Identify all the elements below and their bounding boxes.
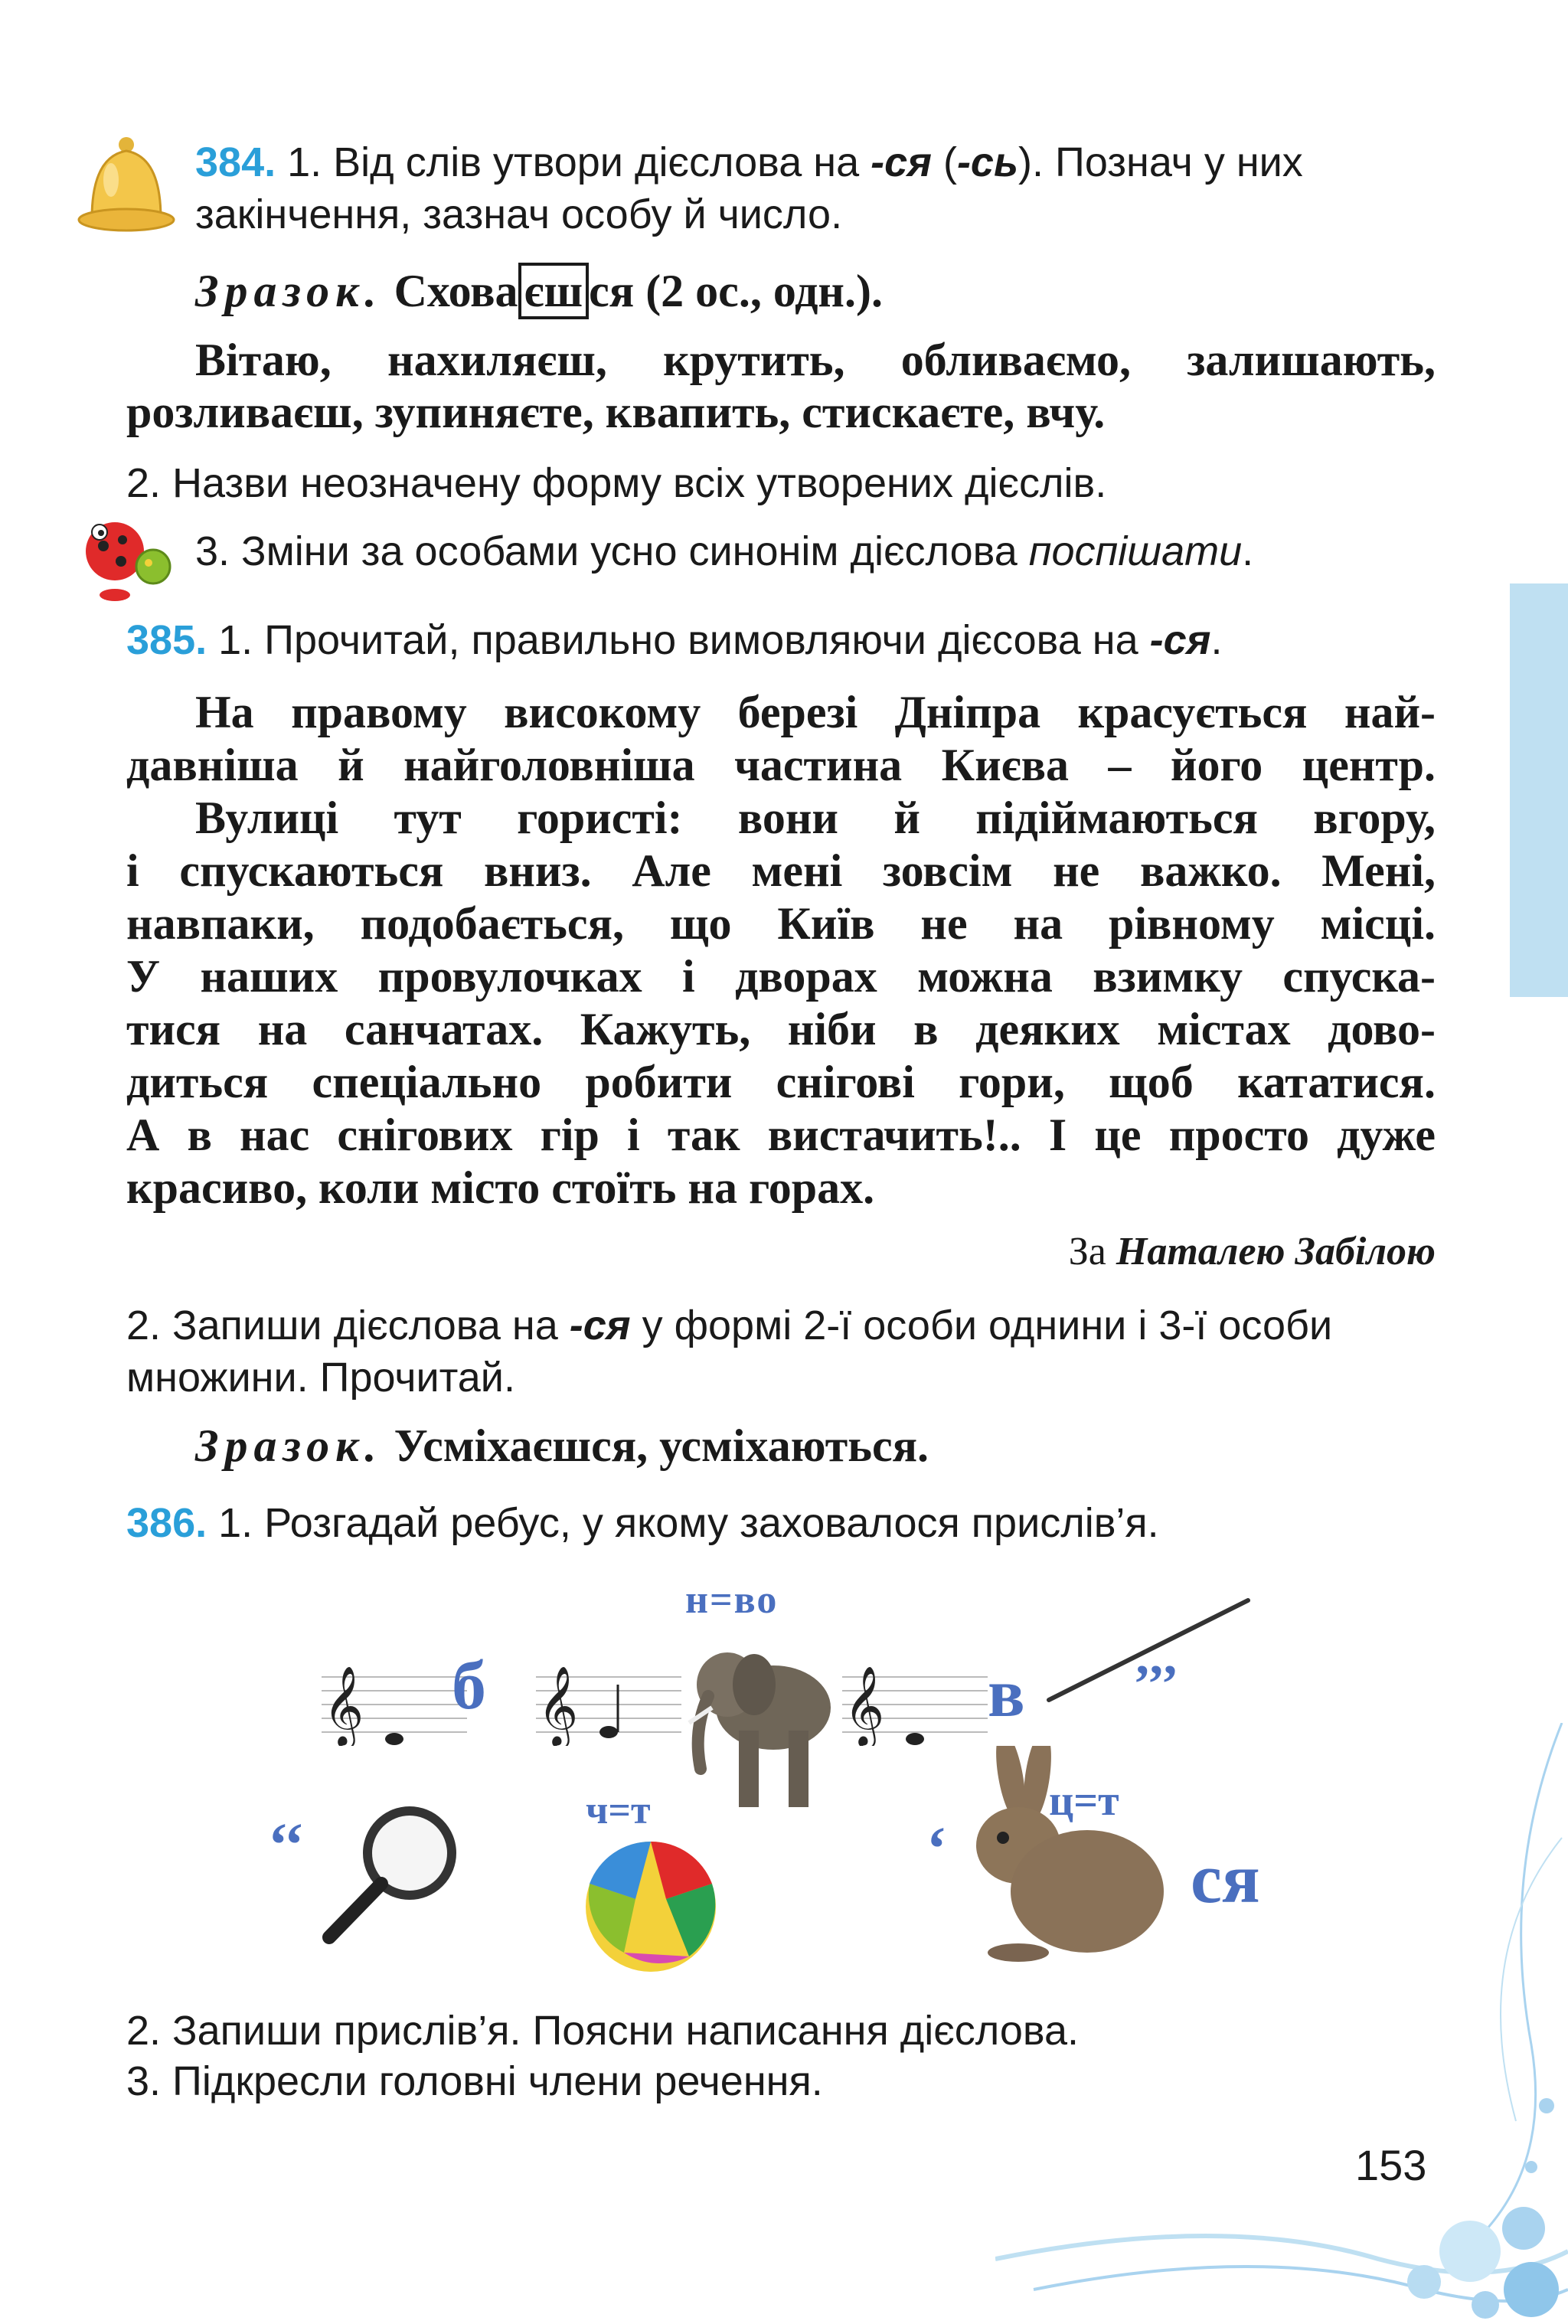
paren: ( (931, 139, 957, 185)
ball-image (582, 1838, 720, 1976)
ex384-words-line1: Вітаю, нахиляєш, крутить, обливаємо, залишають, (195, 335, 1436, 385)
svg-text:𝄞: 𝄞 (844, 1665, 885, 1746)
rebus-open-quote: ‘‘ (268, 1812, 305, 1879)
reading-text-line: У наших провулочках і дворах можна взимку спуска- (126, 951, 1436, 1002)
sample-label: Зразок. (195, 266, 383, 316)
ex384-task1-text-end: ). Познач у них закінчення, зазнач особу й число. (195, 139, 1303, 237)
ex385-number: 385. (126, 617, 207, 663)
rebus-suffix-sia: ся (1191, 1839, 1260, 1917)
rebus-letter-b: б (452, 1648, 486, 1724)
ex384-task3-period: . (1242, 528, 1254, 574)
ex386-task3: 3. Підкресли головні члени речення. (126, 2058, 823, 2104)
ex386-number: 386. (126, 1500, 207, 1546)
ladybug-mascot-icon (69, 509, 180, 609)
treble-clef-icon (322, 1662, 467, 1746)
suffix-sia: -ся (569, 1303, 631, 1348)
ex386-task1-text: 1. Розгадай ребус, у якому заховалося прислів’я. (207, 1500, 1159, 1546)
sample-ending-box: єш (518, 263, 590, 319)
sample-text: Схова (382, 266, 518, 316)
ex385-task2-text-end: у формі 2-ї особи однини і 3-ї особи (630, 1303, 1333, 1348)
ex384-task1 (195, 136, 1436, 240)
ex384-task1-text: 1. Від слів утвори дієслова на (287, 139, 871, 185)
ex384-number: 384. (195, 139, 276, 185)
ex385-task2-line1 (126, 1299, 1436, 1352)
treble-clef-icon (536, 1662, 681, 1746)
ex385-sample (195, 1419, 1504, 1473)
ex385-task1 (126, 614, 1436, 666)
ex384-task2: 2. Назви неозначену форму всіх утворених дієслів. (126, 460, 1107, 506)
rebus-hint-ts-t: ц=т (1049, 1777, 1119, 1825)
reading-text-line: тися на санчатах. Кажуть, ніби в деяких містах дово- (126, 1004, 1436, 1054)
reading-text-line: Вулиці тут гористі: вони й підіймаються вгору, (195, 793, 1436, 843)
rebus-apostrophes: ’’’ (1133, 1655, 1179, 1714)
side-tab (1510, 583, 1568, 997)
reading-text-line: На правому високому березі Дніпра красується най- (195, 687, 1436, 737)
treble-clef-icon (842, 1662, 988, 1746)
rebus-hint-ch-t: ч=т (586, 1789, 651, 1832)
magnifier-icon (314, 1796, 467, 1949)
ex384-words-line2: розливаєш, зупиняєте, квапить, стискаєте, вчу. (126, 387, 1106, 437)
bell-icon (73, 134, 180, 237)
ex386-task2: 2. Запиши прислів’я. Поясни написання дієслова. (126, 2008, 1080, 2054)
reading-text-line: навпаки, подобається, що Київ не на рівному місці. (126, 898, 1436, 949)
rebus-hint-n-vo: н=во (685, 1578, 779, 1622)
ex385-task2-line2: множини. Прочитай. (126, 1355, 515, 1401)
attribution (126, 1225, 1436, 1279)
suffix-sia: -ся (1149, 617, 1211, 663)
ex386-task1 (126, 1497, 1436, 1549)
ex384-task3 (195, 525, 1504, 577)
ex384-task3-word: поспішати (1028, 528, 1243, 574)
reading-text-line: і спускаються вниз. Але мені зовсім не важко. Мені, (126, 845, 1436, 896)
reading-text-line: красиво, коли місто стоїть на горах. (126, 1162, 875, 1213)
page-number: 153 (1355, 2141, 1427, 2189)
suffix-sia: -ся (871, 139, 932, 185)
sample-label: Зразок. (195, 1420, 383, 1471)
ex385-task1-text: 1. Прочитай, правильно вимовляючи дієсова на (207, 617, 1150, 663)
svg-text:𝄞: 𝄞 (537, 1665, 579, 1746)
sample-text: Усміхаєшся, усміхаються. (382, 1420, 929, 1471)
sample-text-end: ся (2 ос., одн.). (589, 266, 883, 316)
reading-text-line: давніша й найголовніша частина Києва – його центр. (126, 740, 1436, 790)
ex385-task2-text: 2. Запиши дієслова на (126, 1303, 570, 1348)
attribution-prefix: За (1068, 1230, 1116, 1273)
suffix-s: -сь (956, 139, 1019, 185)
svg-text:𝄞: 𝄞 (323, 1665, 364, 1746)
attribution-author: Наталею Забілою (1116, 1230, 1436, 1273)
floral-decoration (995, 1723, 1568, 2324)
rebus-single-quote: ‘ (926, 1816, 947, 1883)
elephant-image (681, 1639, 842, 1815)
rebus-letter-v: в (988, 1656, 1025, 1731)
ex384-sample (195, 264, 1504, 318)
ex385-task1-period: . (1210, 617, 1223, 663)
ex384-task3-text: 3. Зміни за особами усно синонім дієслова (195, 528, 1029, 574)
reading-text-line: диться спеціально робити снігові гори, щоб кататися. (126, 1057, 1436, 1107)
reading-text-line: А в нас снігових гір і так вистачить!.. І це просто дуже (126, 1110, 1436, 1160)
